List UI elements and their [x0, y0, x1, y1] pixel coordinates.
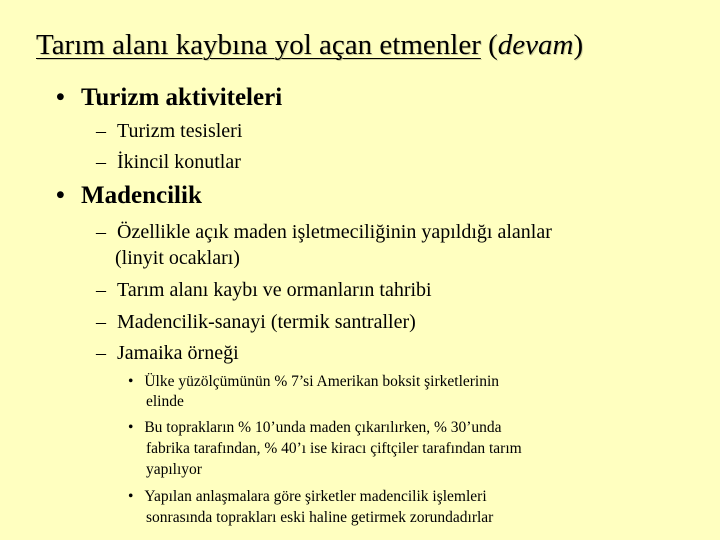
subbullet-label: Madencilik-sanayi (termik santraller) — [117, 311, 416, 333]
title-paren-open: ( — [488, 29, 498, 61]
dash-icon: – — [96, 120, 106, 142]
third-bullet-label: fabrika tarafından, % 40’ı ise kiracı çiftçiler tarafından tarım — [146, 440, 522, 457]
bullet-dot-icon: • — [128, 373, 134, 390]
third-bullet-item — [128, 373, 499, 391]
third-bullet-item — [128, 419, 502, 437]
subbullet-item — [96, 119, 242, 143]
bullet-dot-icon: • — [128, 488, 134, 505]
dash-icon: – — [96, 279, 106, 301]
subbullet-item — [96, 278, 432, 302]
subbullet-item — [96, 310, 416, 334]
dash-icon: – — [96, 151, 106, 173]
bullet-dot-icon: • — [128, 419, 134, 436]
bullet-label: Madencilik — [81, 182, 202, 209]
subbullet-item — [96, 341, 239, 365]
third-bullet-label: Ülke yüzölçümünün % 7’si Amerikan boksit şirketlerinin — [144, 373, 500, 390]
third-bullet-continuation — [146, 461, 202, 479]
third-bullet-label: yapılıyor — [146, 461, 202, 478]
subbullet-continuation — [115, 246, 240, 270]
bullet-label: Turizm aktiviteleri — [81, 84, 283, 111]
dash-icon: – — [96, 342, 106, 364]
subbullet-item — [96, 150, 241, 174]
third-bullet-continuation — [146, 440, 522, 458]
third-bullet-label: elinde — [146, 393, 184, 410]
bullet-dot-icon: • — [56, 84, 65, 111]
third-bullet-label: sonrasında toprakları eski haline getirmek zorundadırlar — [146, 509, 494, 526]
subbullet-label: (linyit ocakları) — [115, 247, 240, 269]
bullet-madencilik — [56, 182, 202, 210]
subbullet-label: Özellikle açık maden işletmeciliğinin yapıldığı alanlar — [117, 221, 552, 243]
dash-icon: – — [96, 221, 106, 243]
bullet-dot-icon: • — [56, 182, 65, 209]
slide-title — [36, 30, 583, 62]
title-sub: devam — [497, 29, 574, 61]
subbullet-label: Turizm tesisleri — [117, 120, 243, 142]
subbullet-item — [96, 220, 552, 244]
third-bullet-label: Bu toprakların % 10’unda maden çıkarılırken, % 30’unda — [144, 419, 502, 436]
title-main: Tarım alanı kaybına yol açan etmenler — [36, 29, 481, 61]
dash-icon: – — [96, 311, 106, 333]
third-bullet-continuation — [146, 509, 493, 527]
subbullet-label: Tarım alanı kaybı ve ormanların tahribi — [117, 279, 432, 301]
bullet-turizm — [56, 84, 282, 112]
third-bullet-item — [128, 488, 487, 506]
subbullet-label: İkincil konutlar — [117, 151, 241, 173]
third-bullet-continuation — [146, 393, 184, 411]
third-bullet-label: Yapılan anlaşmalara göre şirketler madencilik işlemleri — [144, 488, 487, 505]
subbullet-label: Jamaika örneği — [117, 342, 239, 364]
title-paren-close: ) — [573, 29, 584, 61]
